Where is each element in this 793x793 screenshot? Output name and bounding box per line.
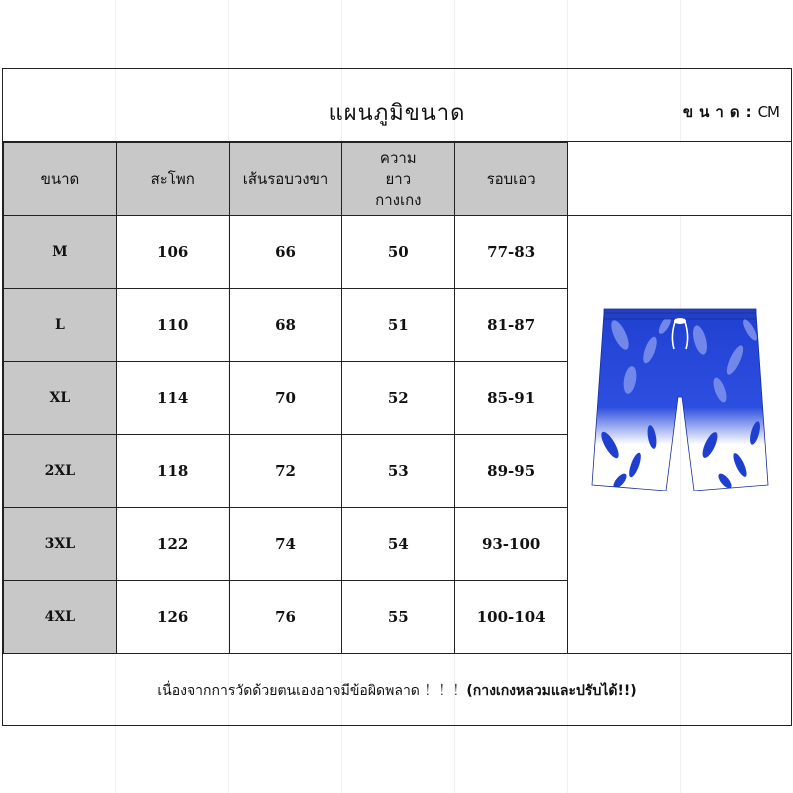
length-cell: 55 bbox=[342, 581, 455, 654]
waist-cell: 89-95 bbox=[455, 435, 568, 508]
waist-cell: 100-104 bbox=[455, 581, 568, 654]
header-waist: รอบเอว bbox=[455, 143, 568, 216]
length-cell: 50 bbox=[342, 216, 455, 289]
hip-cell: 110 bbox=[116, 289, 229, 362]
table-row bbox=[4, 581, 792, 654]
leg-cell: 72 bbox=[229, 435, 342, 508]
length-cell: 54 bbox=[342, 508, 455, 581]
hip-cell: 122 bbox=[116, 508, 229, 581]
header-row bbox=[4, 143, 792, 216]
length-cell: 52 bbox=[342, 362, 455, 435]
size-cell: 4XL bbox=[4, 581, 117, 654]
hip-cell: 126 bbox=[116, 581, 229, 654]
image-column-header bbox=[568, 143, 791, 216]
header-length bbox=[342, 143, 455, 216]
footer-note-text: เนื่องจากการวัดด้วยตนเองอาจมีข้อผิดพลาด ！！！ bbox=[157, 683, 467, 699]
waist-cell: 85-91 bbox=[455, 362, 568, 435]
footer-row bbox=[3, 653, 791, 725]
size-cell: M bbox=[4, 216, 117, 289]
header-hip: สะโพก bbox=[116, 143, 229, 216]
header-leg-opening: เส้นรอบวงขา bbox=[229, 143, 342, 216]
footer-note bbox=[3, 680, 791, 702]
header-size: ขนาด bbox=[4, 143, 117, 216]
header-length-label: ความยาว กางเกง bbox=[375, 148, 422, 209]
unit-value: CM bbox=[757, 103, 779, 121]
hip-cell: 118 bbox=[116, 435, 229, 508]
size-cell: 3XL bbox=[4, 508, 117, 581]
leg-cell: 76 bbox=[229, 581, 342, 654]
unit-prefix: ขนาด: bbox=[682, 103, 758, 121]
size-cell: 2XL bbox=[4, 435, 117, 508]
size-cell: XL bbox=[4, 362, 117, 435]
chart-title: แผนภูมิขนาด bbox=[328, 101, 466, 126]
hip-cell: 114 bbox=[116, 362, 229, 435]
waist-cell: 81-87 bbox=[455, 289, 568, 362]
footer-note-bold: (กางเกงหลวมและปรับได้!!) bbox=[466, 683, 637, 699]
leg-cell: 70 bbox=[229, 362, 342, 435]
leg-cell: 68 bbox=[229, 289, 342, 362]
length-cell: 51 bbox=[342, 289, 455, 362]
size-cell: L bbox=[4, 289, 117, 362]
title-row bbox=[3, 69, 791, 142]
unit-label bbox=[683, 100, 779, 124]
hip-cell: 106 bbox=[116, 216, 229, 289]
waist-cell: 93-100 bbox=[455, 508, 568, 581]
length-cell: 53 bbox=[342, 435, 455, 508]
table-row bbox=[4, 216, 792, 289]
table-row bbox=[4, 508, 792, 581]
waist-cell: 77-83 bbox=[455, 216, 568, 289]
board-shorts-icon bbox=[590, 305, 770, 491]
leg-cell: 66 bbox=[229, 216, 342, 289]
leg-cell: 74 bbox=[229, 508, 342, 581]
